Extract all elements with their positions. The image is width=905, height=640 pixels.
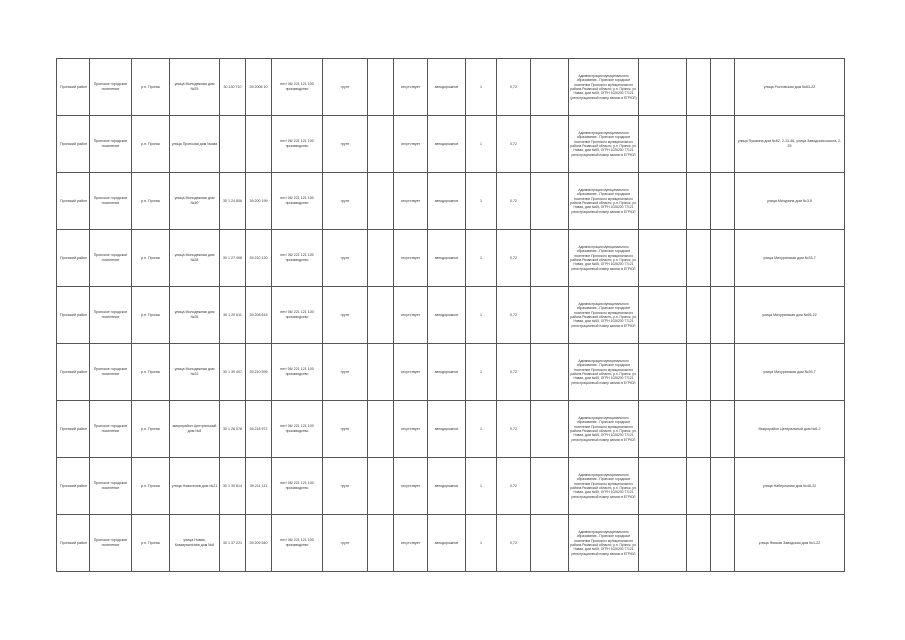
cell-address: улица Ямская Заводская дом №1-22	[735, 515, 845, 572]
cell-state: отсутствует	[394, 401, 428, 458]
cell-state: отсутствует	[394, 173, 428, 230]
cell-material: грунт	[323, 173, 368, 230]
cell-district: Пронский район	[57, 116, 90, 173]
cell-state: отсутствует	[394, 59, 428, 116]
cell-material: грунт	[323, 230, 368, 287]
cell-district: Пронский район	[57, 458, 90, 515]
cell-c12: 1	[466, 515, 497, 572]
cell-purpose: автодорожное	[428, 287, 466, 344]
cell-purpose: автодорожное	[428, 230, 466, 287]
cell-c18	[711, 116, 735, 173]
cell-settlement: Пронское городское поселение	[90, 230, 132, 287]
road-register-table	[56, 58, 845, 572]
cell-c16	[639, 116, 687, 173]
cell-cadastre: нет/ 06/ 221 121 100 производство	[272, 173, 323, 230]
cell-purpose: автодорожное	[428, 458, 466, 515]
cell-c14	[531, 116, 569, 173]
cell-settlement: Пронское городское поселение	[90, 59, 132, 116]
cell-locality: р.п. Пронск	[132, 515, 170, 572]
table-row	[57, 230, 845, 287]
cell-material: грунт	[323, 116, 368, 173]
cell-c12: 1	[466, 344, 497, 401]
cell-cadastre: нет/ 06/ 221 121 100 производство	[272, 287, 323, 344]
cell-street: улица Молодежная дом №30	[170, 173, 220, 230]
cell-c16	[639, 458, 687, 515]
cell-c6: 39.210 120	[246, 230, 272, 287]
cell-address: улица Мичуринская дом №33-7	[735, 230, 845, 287]
cell-c6: 39.2006 10	[246, 59, 272, 116]
cell-c9	[368, 515, 394, 572]
table-row	[57, 401, 845, 458]
cell-c6: 39.218 972	[246, 401, 272, 458]
cell-locality: р.п. Пронск	[132, 401, 170, 458]
cell-c16	[639, 401, 687, 458]
cell-c9	[368, 287, 394, 344]
cell-cadastre: нет/ 06/ 221 121 100 производство	[272, 344, 323, 401]
cell-material: грунт	[323, 59, 368, 116]
cell-c14	[531, 515, 569, 572]
cell-street: улица Пронская дом №кма	[170, 116, 220, 173]
cell-c16	[639, 287, 687, 344]
cell-c17	[687, 401, 711, 458]
cell-street: улица Новоселов дом №21	[170, 458, 220, 515]
cell-material: грунт	[323, 287, 368, 344]
cell-c9	[368, 230, 394, 287]
cell-c14	[531, 173, 569, 230]
cell-c5: 30 130 710	[220, 59, 246, 116]
cell-area: 0,72	[497, 458, 531, 515]
cell-owner: Администрация муниципального образования - Пронское городское поселение Пронского муниципального района Рязанской области, р.п. Пронск, ул. Новая, дом №65, ОГРН 1026200 77121 регистрационный номер записи в ЕГРЮЛ	[569, 344, 639, 401]
cell-c12: 1	[466, 458, 497, 515]
cell-purpose: автодорожное	[428, 401, 466, 458]
cell-c12: 1	[466, 401, 497, 458]
cell-state: отсутствует	[394, 515, 428, 572]
table-row	[57, 116, 845, 173]
cell-district: Пронский район	[57, 59, 90, 116]
cell-c5: 30 1 20 611	[220, 287, 246, 344]
cell-locality: р.п. Пронск	[132, 344, 170, 401]
cell-c12: 1	[466, 230, 497, 287]
cell-street: улица Молодежная дом №28	[170, 287, 220, 344]
cell-c18	[711, 59, 735, 116]
cell-c6: 39.200 199	[246, 173, 272, 230]
table-row	[57, 59, 845, 116]
cell-c6: 39.210 599	[246, 344, 272, 401]
cell-c16	[639, 515, 687, 572]
cell-settlement: Пронское городское поселение	[90, 287, 132, 344]
cell-purpose: автодорожное	[428, 515, 466, 572]
cell-area: 0,72	[497, 344, 531, 401]
cell-locality: р.п. Пронск	[132, 458, 170, 515]
cell-purpose: автодорожное	[428, 59, 466, 116]
cell-c9	[368, 458, 394, 515]
cell-c18	[711, 230, 735, 287]
cell-address: улица Ростовская дом №63-22	[735, 59, 845, 116]
cell-c14	[531, 458, 569, 515]
cell-c14	[531, 230, 569, 287]
cell-material: грунт	[323, 458, 368, 515]
cell-street: улица Молодежная дом №22	[170, 344, 220, 401]
cell-district: Пронский район	[57, 401, 90, 458]
cell-owner: Администрация муниципального образования - Пронское городское поселение Пронского муниципального района Рязанской области, р.п. Пронск, ул. Новая, дом №65, ОГРН 1026200 77121 регистрационный номер записи в ЕГРЮЛ	[569, 458, 639, 515]
cell-c16	[639, 59, 687, 116]
cell-purpose: автодорожное	[428, 344, 466, 401]
cell-c6: 39.208 615	[246, 287, 272, 344]
table-body	[57, 59, 845, 572]
cell-c12: 1	[466, 287, 497, 344]
cell-c5: 30 1 39 407	[220, 344, 246, 401]
cell-locality: р.п. Пронск	[132, 230, 170, 287]
cell-settlement: Пронское городское поселение	[90, 515, 132, 572]
cell-locality: р.п. Пронск	[132, 116, 170, 173]
cell-c17	[687, 230, 711, 287]
cell-settlement: Пронское городское поселение	[90, 344, 132, 401]
cell-c14	[531, 401, 569, 458]
table-row	[57, 344, 845, 401]
cell-cadastre: нет/ 06/ 221 121 100 производство	[272, 401, 323, 458]
cell-district: Пронский район	[57, 230, 90, 287]
cell-area: 0,72	[497, 515, 531, 572]
cell-owner: Администрация муниципального образования - Пронское городское поселение Пронского муниципального района Рязанской области, р.п. Пронск, ул. Новая, дом №65, ОГРН 1026200 77121 регистрационный номер записи в ЕГРЮЛ	[569, 401, 639, 458]
cell-c14	[531, 59, 569, 116]
cell-c17	[687, 515, 711, 572]
cell-c9	[368, 401, 394, 458]
cell-c17	[687, 59, 711, 116]
cell-c5: 30 1 37 221	[220, 515, 246, 572]
cell-district: Пронский район	[57, 515, 90, 572]
cell-cadastre: нет/ 06/ 221 121 100 производство	[272, 230, 323, 287]
cell-cadastre: нет/ 06/ 221 121 100 производство	[272, 515, 323, 572]
cell-material: грунт	[323, 515, 368, 572]
cell-state: отсутствует	[394, 344, 428, 401]
cell-c18	[711, 401, 735, 458]
cell-c12: 1	[466, 59, 497, 116]
cell-c18	[711, 344, 735, 401]
cell-settlement: Пронское городское поселение	[90, 173, 132, 230]
cell-c14	[531, 287, 569, 344]
cell-c18	[711, 515, 735, 572]
cell-c17	[687, 287, 711, 344]
cell-c6: 39.211 111	[246, 458, 272, 515]
cell-address: улица Пушкина дом №62, 2-13-46, улица Заводская школа, 2-25	[735, 116, 845, 173]
cell-c5: 30 1 30 614	[220, 458, 246, 515]
cell-cadastre: нет/ 06/ 221 121 100 производство	[272, 116, 323, 173]
cell-address: улица Набережная дом №46-22	[735, 458, 845, 515]
cell-c6	[246, 116, 272, 173]
cell-c18	[711, 287, 735, 344]
cell-area: 0,72	[497, 59, 531, 116]
cell-settlement: Пронское городское поселение	[90, 401, 132, 458]
cell-material: грунт	[323, 401, 368, 458]
cell-address: улица Мичуринская дом №39-7	[735, 344, 845, 401]
table-row	[57, 515, 845, 572]
cell-area: 0,72	[497, 173, 531, 230]
cell-c5: 30 1 27 408	[220, 230, 246, 287]
cell-street: улица Новая, Коммунальная дом №6	[170, 515, 220, 572]
cell-c5: 30 1 26 078	[220, 401, 246, 458]
cell-c16	[639, 173, 687, 230]
cell-c16	[639, 344, 687, 401]
cell-area: 0,72	[497, 287, 531, 344]
cell-state: отсутствует	[394, 116, 428, 173]
cell-owner: Администрация муниципального образования - Пронское городское поселение Пронского муниципального района Рязанской области, р.п. Пронск, ул. Новая, дом №65, ОГРН 1026200 77121 регистрационный номер записи в ЕГРЮЛ	[569, 230, 639, 287]
cell-street: улица Молодежная дом №25	[170, 59, 220, 116]
cell-c17	[687, 344, 711, 401]
cell-district: Пронский район	[57, 287, 90, 344]
cell-c16	[639, 230, 687, 287]
cell-c9	[368, 344, 394, 401]
cell-state: отсутствует	[394, 287, 428, 344]
cell-c18	[711, 458, 735, 515]
cell-purpose: автодорожное	[428, 116, 466, 173]
cell-area: 0,72	[497, 230, 531, 287]
cell-c9	[368, 116, 394, 173]
cell-area: 0,72	[497, 116, 531, 173]
cell-cadastre: нет/ 06/ 221 121 100 производство	[272, 59, 323, 116]
cell-district: Пронский район	[57, 173, 90, 230]
cell-locality: р.п. Пронск	[132, 287, 170, 344]
table-row	[57, 173, 845, 230]
cell-street: микрорайон Центральный дом №8	[170, 401, 220, 458]
cell-purpose: автодорожное	[428, 173, 466, 230]
cell-c12: 1	[466, 116, 497, 173]
cell-area: 0,72	[497, 401, 531, 458]
cell-owner: Администрация муниципального образования - Пронское городское поселение Пронского муниципального района Рязанской области, р.п. Пронск, ул. Новая, дом №65, ОГРН 1026200 77121 регистрационный номер записи в ЕГРЮЛ	[569, 287, 639, 344]
cell-c17	[687, 116, 711, 173]
cell-c6: 39.209 540	[246, 515, 272, 572]
cell-address: улица Мичурина дом №3-5	[735, 173, 845, 230]
cell-locality: р.п. Пронск	[132, 59, 170, 116]
cell-settlement: Пронское городское поселение	[90, 116, 132, 173]
cell-cadastre: нет/ 06/ 221 121 100 производство	[272, 458, 323, 515]
cell-c5: 30 1 24 806	[220, 173, 246, 230]
cell-c12: 1	[466, 173, 497, 230]
table-row	[57, 458, 845, 515]
cell-c17	[687, 458, 711, 515]
cell-state: отсутствует	[394, 458, 428, 515]
cell-street: улица Молодежная дом №28	[170, 230, 220, 287]
cell-address: Микрорайон Центральный дом №6-2	[735, 401, 845, 458]
cell-locality: р.п. Пронск	[132, 173, 170, 230]
cell-c5	[220, 116, 246, 173]
cell-c18	[711, 173, 735, 230]
cell-owner: Администрация муниципального образования - Пронское городское поселение Пронского муниципального района Рязанской области, р.п. Пронск, ул. Новая, дом №65, ОГРН 1026200 77121 регистрационный номер записи в ЕГРЮЛ	[569, 116, 639, 173]
cell-owner: Администрация муниципального образования - Пронское городское поселение Пронского муниципального района Рязанской области, р.п. Пронск, ул. Новая, дом №65, ОГРН 1026200 77121 регистрационный номер записи в ЕГРЮЛ	[569, 173, 639, 230]
cell-owner: Администрация муниципального образования - Пронское городское поселение Пронского муниципального района Рязанской области, р.п. Пронск, ул. Новая, дом №65, ОГРН 1026200 77121 (регистрационный номер записи в ЕГРЮЛ)	[569, 59, 639, 116]
cell-c9	[368, 59, 394, 116]
cell-material: грунт	[323, 344, 368, 401]
cell-settlement: Пронское городское поселение	[90, 458, 132, 515]
cell-district: Пронский район	[57, 344, 90, 401]
cell-c17	[687, 173, 711, 230]
cell-c14	[531, 344, 569, 401]
table-row	[57, 287, 845, 344]
document-page	[56, 58, 845, 572]
cell-c9	[368, 173, 394, 230]
cell-address: улица Мичуринская дом №65-22	[735, 287, 845, 344]
cell-state: отсутствует	[394, 230, 428, 287]
cell-owner: Администрация муниципального образования - Пронское городское поселение Пронского муниципального района Рязанской области, р.п. Пронск, ул. Новая, дом №65, ОГРН 1026200 77121 регистрационный номер записи в ЕГРЮЛ	[569, 515, 639, 572]
